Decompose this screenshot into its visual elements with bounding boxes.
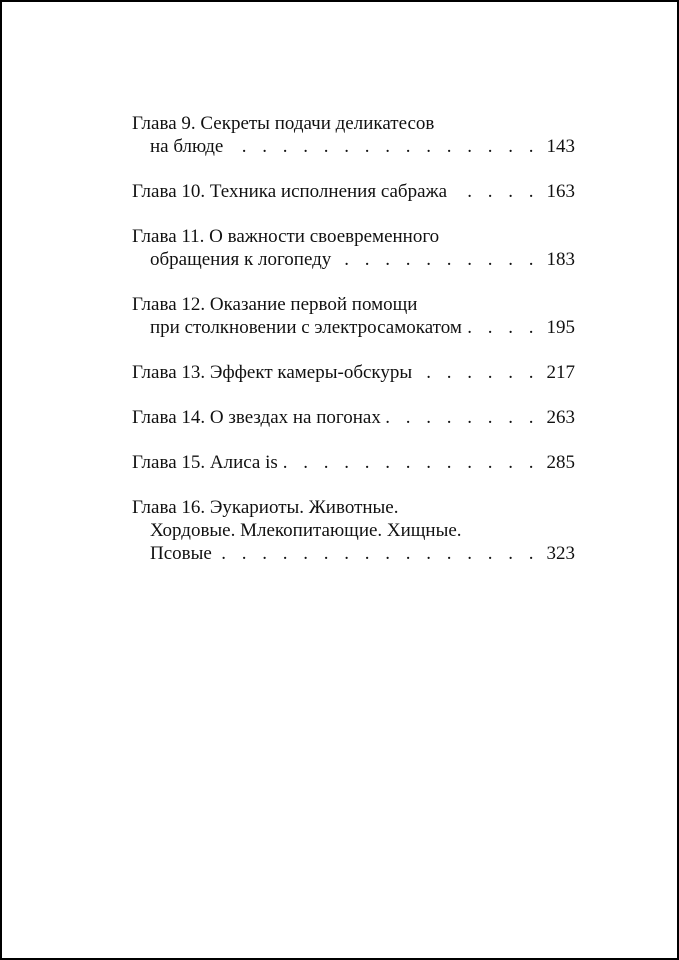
dot-leader	[416, 361, 539, 384]
toc-entry-chapter-16	[132, 496, 575, 565]
toc-entry-title: Глава 13. Эффект камеры-обскуры	[132, 362, 413, 383]
toc-entry-title: Глава 16. Эукариоты. Животные.	[132, 497, 399, 518]
toc-entry-last-line	[132, 180, 575, 203]
toc-entry-chapter-11	[132, 225, 575, 271]
page-number: 217	[546, 362, 575, 383]
dot-leader	[216, 542, 539, 565]
toc-entry-title-continued: Хордовые. Млекопитающие. Хищные.	[150, 520, 462, 541]
toc-entry-chapter-14	[132, 406, 575, 429]
toc-entry-last-line	[132, 316, 575, 339]
dot-leader	[227, 135, 539, 158]
toc-entry-last-line	[132, 248, 575, 271]
dot-leader	[385, 406, 539, 429]
toc-entry-title: Глава 14. О звездах на погонах	[132, 407, 381, 428]
toc-entry-title: Глава 9. Секреты подачи деликатесов	[132, 113, 435, 134]
page-number: 323	[546, 543, 575, 564]
toc-entry-chapter-12	[132, 293, 575, 339]
toc-entry-chapter-15	[132, 451, 575, 474]
toc-entry-last-line	[132, 361, 575, 384]
toc-entry-title: Глава 11. О важности своевременного	[132, 226, 440, 247]
page-number: 143	[546, 136, 575, 157]
dot-leader	[335, 248, 539, 271]
toc-entry-title: Глава 10. Техника исполнения сабража	[132, 181, 448, 202]
toc-entry-last-line	[132, 542, 575, 565]
toc-entry-title: Глава 15. Алиса is	[132, 452, 278, 473]
page-number: 285	[546, 452, 575, 473]
toc-entry-title-continued: Псовые	[150, 543, 212, 564]
toc-entry-last-line	[132, 406, 575, 429]
toc-entry-chapter-13	[132, 361, 575, 384]
toc-entry-title-continued: при столкновении с электросамокатом	[150, 317, 462, 338]
page-number: 183	[546, 249, 575, 270]
toc-entry-chapter-9	[132, 112, 575, 158]
toc-entry-last-line	[132, 451, 575, 474]
toc-entry-title: Глава 12. Оказание первой помощи	[132, 294, 418, 315]
page-number: 163	[546, 181, 575, 202]
toc-entry-title-continued: на блюде	[150, 136, 224, 157]
dot-leader	[282, 451, 539, 474]
table-of-contents	[132, 112, 575, 587]
toc-entry-title-continued: обращения к логопеду	[150, 249, 332, 270]
toc-entry-chapter-10	[132, 180, 575, 203]
dot-leader	[451, 180, 539, 203]
page-number: 263	[546, 407, 575, 428]
toc-entry-last-line	[132, 135, 575, 158]
page-number: 195	[546, 317, 575, 338]
dot-leader	[466, 316, 539, 339]
